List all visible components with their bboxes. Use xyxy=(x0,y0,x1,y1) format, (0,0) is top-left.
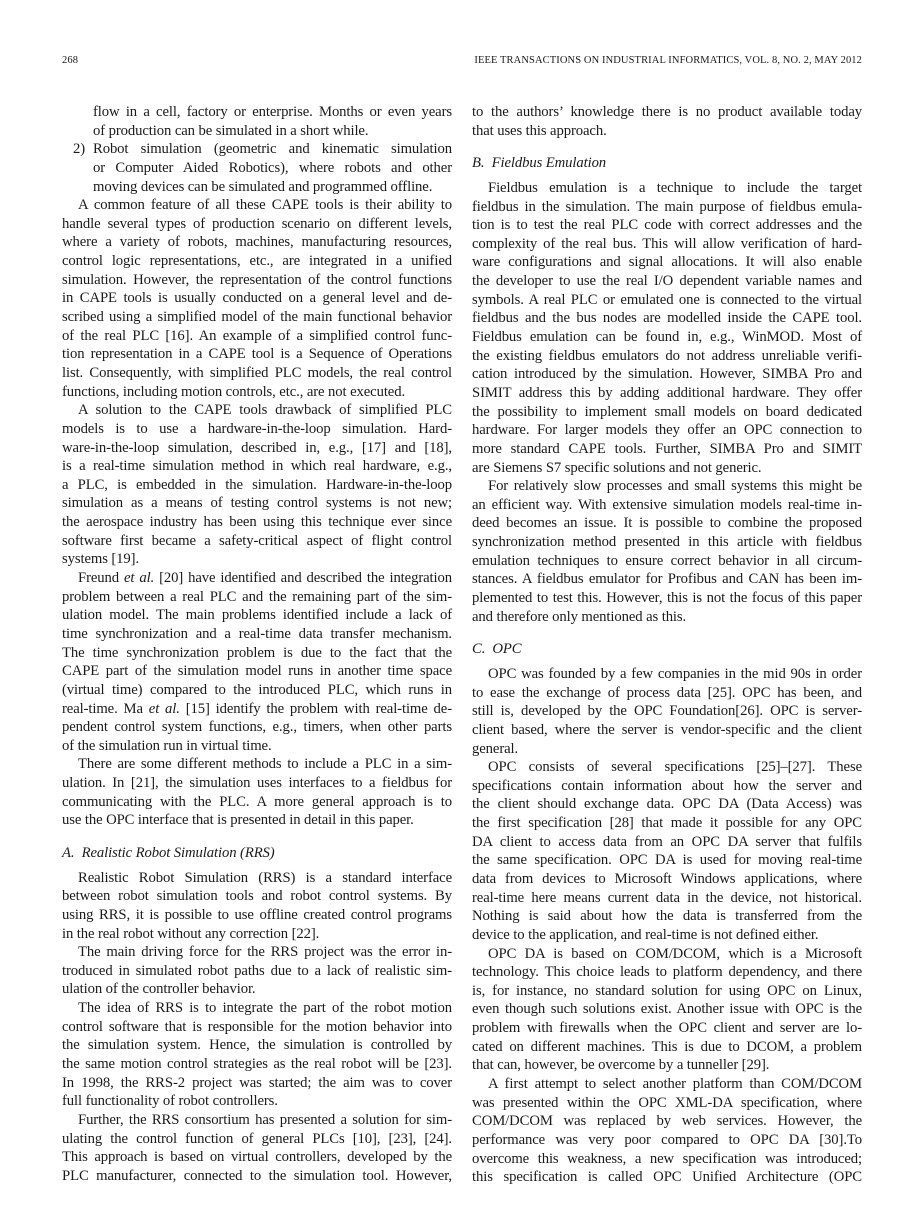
text-line: to the authors’ knowledge there is no product available today xyxy=(472,104,862,120)
text-line: of the real PLC [16]. An example of a simplified control func- xyxy=(62,327,452,344)
text-line: deed becomes an issue. It is possible to combine the proposed xyxy=(472,515,862,532)
list-number: 2) xyxy=(73,141,86,158)
text-line: handle several types of production scenario on different levels, xyxy=(62,215,452,232)
text-line: time synchronization and a real-time data transfer mechanism. xyxy=(62,625,452,642)
text-line: OPC DA is based on COM/DCOM, which is a Microsoft xyxy=(488,945,862,962)
text-line: cated on different machines. This is due to DCOM, a problem xyxy=(472,1038,862,1055)
text-line: to ease the exchange of process data [25]. OPC has been, and xyxy=(472,684,862,701)
text-line: still is, developed by the OPC Foundation[26]. OPC is server- xyxy=(472,703,862,720)
text-line: troduced in simulated robot paths due to a lack of realistic sim- xyxy=(62,962,452,979)
text-line: the first specification [28] that made it possible for any OPC xyxy=(472,815,862,832)
text-line: the simulation system. Hence, the simulation is controlled by xyxy=(62,1037,452,1054)
text-line: use the OPC interface that is presented in detail in this paper. xyxy=(62,812,414,829)
page-number: 268 xyxy=(62,55,79,66)
paragraph xyxy=(472,477,862,626)
text-line: the possibility to implement small models on board dedicated xyxy=(472,403,862,420)
left-column xyxy=(62,103,452,1186)
text-line: The idea of RRS is to integrate the part of the robot motion xyxy=(78,1000,452,1017)
text-line: Nothing is said about how the data is transferred from the xyxy=(472,908,862,925)
text-line: communicating with the PLC. A more general approach is to xyxy=(62,793,452,810)
paragraph xyxy=(62,999,452,1111)
text-line: The main driving force for the RRS project was the error in- xyxy=(78,944,452,961)
section-heading: A. Realistic Robot Simulation (RRS) xyxy=(62,844,275,861)
text-line: the client should exchange data. OPC DA (Data Access) was xyxy=(472,796,862,813)
text-line: general. xyxy=(472,740,519,757)
paragraph xyxy=(62,755,452,830)
text-line: full functionality of robot controllers. xyxy=(62,1093,278,1110)
text-line: ulating the control function of general PLCs [10], [23], [24]. xyxy=(62,1130,452,1147)
text-line: A solution to the CAPE tools drawback of simplified PLC xyxy=(78,402,452,419)
running-head: IEEE TRANSACTIONS ON INDUSTRIAL INFORMATICS, VOL. 8, NO. 2, MAY 2012 xyxy=(474,55,862,66)
text-line: systems [19]. xyxy=(62,551,140,568)
text-line: using RRS, it is possible to use offline created control programs xyxy=(62,906,452,923)
text-line: the same motion control strategies as the real robot will be [23]. xyxy=(62,1056,452,1073)
text-line: is a real-time simulation method in which real hardware, e.g., xyxy=(62,458,452,475)
right-column xyxy=(472,103,862,1187)
text-line: simulation. However, the representation of the control functions xyxy=(62,271,452,288)
text-line: data from devices to Microsoft Windows applications, where xyxy=(472,870,862,887)
text-line: ulation of the controller behavior. xyxy=(62,981,256,998)
text-line: ware configurations and signal allocations. It will also enable xyxy=(472,254,862,271)
text-line: moving devices can be simulated and programmed offline. xyxy=(93,178,433,195)
text-line: real-time. Ma et al. [15] identify the problem with real-time de- xyxy=(62,700,452,717)
paragraph xyxy=(62,869,452,944)
text-line: this specification is called OPC Unified Architecture (OPC xyxy=(472,1169,862,1186)
text-line: the same specification. OPC DA is used for moving real-time xyxy=(472,852,862,869)
text-line: was presented within the OPC XML-DA specification, where xyxy=(472,1094,862,1111)
text-line: scribed using a simplified model of the main functional behavior xyxy=(62,309,452,326)
text-line: software first became a safety-critical aspect of flight control xyxy=(62,532,452,549)
paragraph xyxy=(472,665,862,758)
list-item xyxy=(62,140,452,196)
text-line: a PLC, is embedded in the simulation. Hardware-in-the-loop xyxy=(62,476,452,493)
text-line: Fieldbus emulation can be found in, e.g., WinMOD. Most of xyxy=(472,329,862,346)
text-line: control software that is responsible for the motion behavior into xyxy=(62,1018,452,1035)
text-line: specifications contain information about how the server and xyxy=(472,777,862,794)
text-line: cation introduced by the simulation. However, SIMBA Pro and xyxy=(472,366,862,383)
text-line: flow in a cell, factory or enterprise. Months or even years xyxy=(93,104,452,120)
text-line: For relatively slow processes and small systems this might be xyxy=(488,478,862,495)
section-heading: C. OPC xyxy=(472,641,522,658)
text-line: The time synchronization problem is due to the fact that the xyxy=(62,644,452,661)
text-line: emulation techniques to ensure correct behavior in all circum- xyxy=(472,552,862,569)
paragraph xyxy=(472,179,862,477)
text-line: Fieldbus emulation is a technique to include the target xyxy=(488,179,862,196)
text-line: where a variety of robots, machines, manufacturing resources, xyxy=(62,234,452,251)
paragraph xyxy=(62,569,452,755)
text-line: Freund et al. [20] have identified and described the integration xyxy=(78,570,452,587)
text-line: models is to use a hardware-in-the-loop simulation. Hard- xyxy=(62,420,452,437)
text-line: real-time here means current data in the device, not historical. xyxy=(472,889,862,906)
text-line: pendent control system functions, e.g., timers, when other parts xyxy=(62,719,452,736)
text-line: synchronization method presented in this article with fieldbus xyxy=(472,534,862,551)
text-line: A first attempt to select another platform than COM/DCOM xyxy=(488,1076,862,1093)
text-line: even though such solutions exist. Another issue with OPC is the xyxy=(472,1001,862,1018)
list-item-continuation xyxy=(62,103,452,140)
text-line: fieldbus and the bus nodes are modelled inside the CAPE tool. xyxy=(472,310,862,327)
text-line: performance was very poor compared to OPC DA [30].To xyxy=(472,1131,862,1148)
text-line: or Computer Aided Robotics), where robots and other xyxy=(93,159,452,176)
paragraph xyxy=(62,196,452,401)
text-line: SIMIT address this by adding additional hardware. They offer xyxy=(472,384,862,401)
paragraph xyxy=(62,401,452,569)
text-line: and therefore only mentioned as this. xyxy=(472,608,687,625)
text-line: OPC was founded by a few companies in the mid 90s in order xyxy=(488,665,862,682)
text-line: PLC manufacturer, connected to the simulation tool. However, xyxy=(62,1167,452,1184)
text-line: stances. A fieldbus emulator for Profibus and CAN has been im- xyxy=(472,571,862,588)
text-line: This approach is based on virtual controllers, developed by the xyxy=(62,1149,452,1166)
text-line: There are some different methods to include a PLC in a sim- xyxy=(78,756,452,773)
paragraph xyxy=(472,945,862,1075)
text-line: (virtual time) compared to the introduced PLC, which runs in xyxy=(62,681,452,698)
text-line: of the simulation run in virtual time. xyxy=(62,737,272,754)
text-line: fieldbus in the simulation. The main purpose of fieldbus emula- xyxy=(472,198,862,215)
paragraph xyxy=(472,758,862,944)
text-line: COM/DCOM was replaced by web services. However, the xyxy=(472,1113,862,1130)
text-line: that uses this approach. xyxy=(472,122,607,139)
text-line: problem between a real PLC and the remaining part of the sim- xyxy=(62,588,452,605)
paragraph xyxy=(62,1111,452,1186)
text-line: A common feature of all these CAPE tools is their ability to xyxy=(78,197,452,214)
text-line: DA client to access data from an OPC DA server that fulfils xyxy=(472,833,862,850)
text-line: OPC consists of several specifications [25]–[27]. These xyxy=(488,759,862,776)
text-line: CAPE part of the simulation model runs in another time space xyxy=(62,663,452,680)
text-line: between robot simulation tools and robot control systems. By xyxy=(62,888,452,905)
text-line: device to the application, and real-time is not defined either. xyxy=(472,926,819,943)
text-line: symbols. A real PLC or emulated one is connected to the virtual xyxy=(472,291,862,308)
text-line: technology. This choice leads to platform dependency, and there xyxy=(472,964,862,981)
text-line: problem with firewalls when the OPC client and server are lo- xyxy=(472,1020,862,1037)
text-line: the aerospace industry has been using this technique ever since xyxy=(62,514,452,531)
text-line: control logic representations, etc., are integrated in a unified xyxy=(62,253,452,270)
paragraph xyxy=(62,943,452,999)
text-line: Further, the RRS consortium has presented a solution for sim- xyxy=(78,1111,452,1128)
text-line: plemented to test this. However, this is not the focus of this paper xyxy=(472,590,862,607)
text-line: client based, where the server is vendor-specific and the client xyxy=(472,721,862,738)
text-line: that can, however, be overcome by a tunneller [29]. xyxy=(472,1057,770,1074)
text-line: in CAPE tools is usually conducted on a general level and de- xyxy=(62,290,452,307)
text-line: complexity of the real bus. This will allow verification of hard- xyxy=(472,235,862,252)
text-line: the existing fieldbus emulators do not address unreliable verifi- xyxy=(472,347,862,364)
text-line: functions, including motion controls, etc., are not executed. xyxy=(62,383,406,400)
text-line: of production can be simulated in a short while. xyxy=(93,122,369,139)
paragraph xyxy=(472,1075,862,1187)
text-line: in the real robot without any correction [22]. xyxy=(62,925,320,942)
text-line: more standard CAPE tools. Further, SIMBA Pro and SIMIT xyxy=(472,440,862,457)
text-line: tion is to test the real PLC code with correct addresses and the xyxy=(472,217,862,234)
text-line: ware-in-the-loop simulation, described in, e.g., [17] and [18], xyxy=(62,439,452,456)
text-line: overcome this weakness, a new specification was introduced; xyxy=(472,1150,862,1167)
text-line: are Siemens S7 specific solutions and not generic. xyxy=(472,459,762,476)
text-line: simulation as a means of testing control systems is not new; xyxy=(62,495,452,512)
text-line: list. Consequently, with simplified PLC models, the real control xyxy=(62,364,452,381)
text-line: In 1998, the RRS-2 project was started; the aim was to cover xyxy=(62,1074,452,1091)
text-line: the developer to use the real I/O dependent variable names and xyxy=(472,273,862,290)
text-line: ulation. In [21], the simulation uses interfaces to a fieldbus for xyxy=(62,775,452,792)
text-line: is, for instance, no standard solution for using OPC on Linux, xyxy=(472,982,862,999)
text-line: ulation model. The main problems identified include a lack of xyxy=(62,607,452,624)
section-heading: B. Fieldbus Emulation xyxy=(472,155,607,172)
paragraph xyxy=(472,103,862,140)
text-line: Robot simulation (geometric and kinematic simulation xyxy=(93,141,452,158)
text-line: tion representation in a CAPE tool is a Sequence of Operations xyxy=(62,346,452,363)
text-line: Realistic Robot Simulation (RRS) is a standard interface xyxy=(78,869,452,886)
text-line: hardware. For larger models they offer an OPC connection to xyxy=(472,422,862,439)
text-line: an efficient way. With extensive simulation models real-time in- xyxy=(472,496,862,513)
